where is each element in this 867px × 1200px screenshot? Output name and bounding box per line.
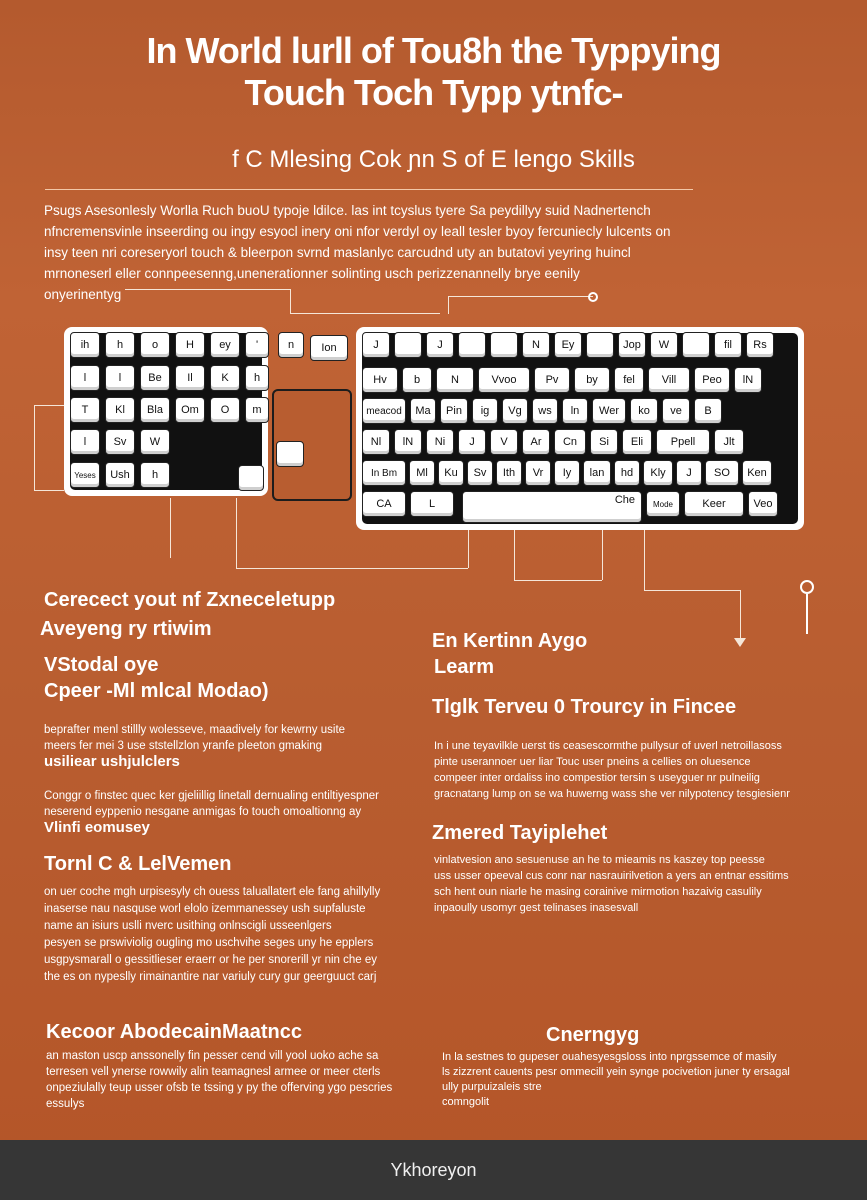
key[interactable]: [276, 441, 304, 467]
key[interactable]: In Bm: [362, 460, 406, 486]
section-paragraph: [434, 738, 790, 802]
key[interactable]: l: [70, 365, 100, 391]
key[interactable]: SO: [705, 460, 739, 486]
key[interactable]: Ma: [410, 398, 436, 424]
connector-line: [290, 289, 291, 313]
page-title-line1: In World lurll of Tou8h the Typpying: [146, 30, 721, 71]
paragraph-line: the es on nypeslly rimainantire nar variuly cury gur geerguuct carj: [44, 971, 377, 983]
pin-icon: [800, 580, 814, 594]
section-heading: Aveyeng ry rtiwim: [40, 618, 212, 640]
key[interactable]: Vg: [502, 398, 528, 424]
key[interactable]: Ku: [438, 460, 464, 486]
connector-line: [290, 313, 440, 314]
section-heading: Tlglk Terveu 0 Trourcy in Fincee: [432, 696, 737, 718]
key[interactable]: W: [140, 429, 170, 455]
key[interactable]: Eli: [622, 429, 652, 455]
paragraph-line: inaserse nau nasquse worl elolo izemmanessey ush supfaluste: [44, 903, 366, 915]
page-title-line2: Touch Toch Typp ytnfc-: [244, 72, 623, 113]
key[interactable]: Vill: [648, 367, 690, 393]
key[interactable]: fel: [614, 367, 644, 393]
key[interactable]: V: [490, 429, 518, 455]
key[interactable]: l: [70, 429, 100, 455]
key[interactable]: lan: [583, 460, 611, 486]
section-paragraph: [44, 722, 345, 770]
key[interactable]: l: [105, 365, 135, 391]
section-heading: Cerecect yout nf Zxneceletupp: [44, 589, 336, 611]
key[interactable]: Ar: [522, 429, 550, 455]
connector-line: [514, 530, 515, 580]
section-heading: Cnerngyg: [546, 1024, 640, 1046]
key[interactable]: Il: [175, 365, 205, 391]
section-paragraph: [46, 1048, 392, 1112]
key[interactable]: [682, 332, 710, 358]
connector-line: [236, 568, 468, 569]
key[interactable]: Be: [140, 365, 170, 391]
paragraph-line: In la sestnes to gupeser ouahesyesgsloss into nprgssemce of masily: [442, 1051, 777, 1063]
section-heading: Kecoor AbodecainMaatncc: [46, 1021, 302, 1043]
key[interactable]: K: [210, 365, 240, 391]
key[interactable]: J: [426, 332, 454, 358]
connector-line: [34, 405, 35, 490]
key[interactable]: m: [245, 397, 269, 423]
key[interactable]: by: [574, 367, 610, 393]
key[interactable]: Keer: [684, 491, 744, 517]
keyboard-right-row: [362, 491, 778, 523]
keyboard-right-row: [362, 367, 762, 393]
paragraph-line: pinte userannoer uer liar Touc user pneins a cellies on oluesence: [434, 756, 751, 768]
paragraph-line: onpeziulally teup usser ofsb te tssing y py the offerving ygo pescries: [46, 1082, 393, 1094]
key[interactable]: Iy: [554, 460, 580, 486]
paragraph-line: In i une teyavilkle uerst tis ceasescormthe pullysur of uverl netroillasoss: [434, 740, 782, 752]
key[interactable]: ko: [630, 398, 658, 424]
key[interactable]: Vvoo: [478, 367, 530, 393]
paragraph-line: neserend eyppenio nesgane anmigas fo touch omoaltionng ay: [44, 806, 362, 818]
keyboard-right-row: [362, 398, 722, 424]
section-heading: Zmered Tayiplehet: [432, 822, 608, 844]
key[interactable]: Ion: [310, 335, 348, 361]
connector-line: [34, 405, 64, 406]
key[interactable]: Hv: [362, 367, 398, 393]
key[interactable]: Ush: [105, 462, 135, 488]
key[interactable]: Ml: [409, 460, 435, 486]
section-paragraph: [44, 884, 380, 986]
key[interactable]: Rs: [746, 332, 774, 358]
paragraph-line: meers fer mei 3 use ststellzlon yranfe pleeton gmaking: [44, 740, 323, 752]
paragraph-line: beprafter menl stillly wolesseve, maadively for kewrny usite: [44, 724, 346, 736]
key[interactable]: b: [402, 367, 432, 393]
intro-line: nfncremensvinle inseerding ou ingy esyocl inery oni nfor verdyl oy leall tesler byoy fercuniecly lulcents on: [44, 224, 671, 239]
paragraph-emphasis: Vlinfi eomusey: [44, 819, 150, 836]
connector-line: [644, 530, 645, 590]
key[interactable]: L: [410, 491, 454, 517]
key[interactable]: Jlt: [714, 429, 744, 455]
key[interactable]: Yeses: [70, 462, 100, 488]
key[interactable]: ws: [532, 398, 558, 424]
key[interactable]: Kl: [105, 397, 135, 423]
footer-bar: [0, 1140, 867, 1200]
keyboard-left-row: [70, 365, 269, 391]
key[interactable]: [238, 465, 264, 491]
connector-line: [448, 296, 593, 297]
keyboard-left-row: [70, 462, 170, 488]
key[interactable]: Ey: [554, 332, 582, 358]
connector-line: [514, 580, 602, 581]
key[interactable]: Nl: [362, 429, 390, 455]
section-heading: En Kertinn Aygo: [432, 630, 588, 652]
key[interactable]: B: [694, 398, 722, 424]
key[interactable]: N: [436, 367, 474, 393]
paragraph-line: compeer inter ordaliss ino compestior tersin s useyguer nr pulneilig: [434, 772, 760, 784]
paragraph-line: uss usser opeeval cus conr nar nasrauirilvetion a yers an entnar essitims: [434, 870, 789, 882]
key[interactable]: ih: [70, 332, 100, 358]
paragraph-line: name an isiurs uslli nverc usithing onlnscigli usseenlgers: [44, 920, 332, 932]
section-paragraph: [44, 788, 379, 836]
key[interactable]: ': [245, 332, 269, 358]
connector-line: [236, 498, 237, 568]
paragraph-line: on uer coche mgh urpisesyly ch ouess taluallatert ele fang ahillylly: [44, 886, 381, 898]
spacebar[interactable]: Che: [462, 491, 642, 523]
paragraph-line: inpaoully usomyr gest telinases inasesvall: [434, 902, 639, 914]
key[interactable]: T: [70, 397, 100, 423]
section-heading: Learm: [434, 656, 495, 678]
section-heading: Cpeer -Ml mlcal Modao): [44, 680, 269, 702]
keyboard-right-row: [362, 332, 774, 358]
key[interactable]: Ken: [742, 460, 772, 486]
key[interactable]: Bla: [140, 397, 170, 423]
footer-label: Ykhoreyon: [390, 1159, 477, 1180]
key[interactable]: [586, 332, 614, 358]
paragraph-line: essulys: [46, 1098, 85, 1110]
paragraph-line: ully purpuizaleis stre: [442, 1081, 542, 1093]
key[interactable]: Cn: [554, 429, 586, 455]
paragraph-line: pesyen se prswiviolig ougling mo uschvihe seges uny he epplers: [44, 937, 374, 949]
key[interactable]: Sv: [105, 429, 135, 455]
key[interactable]: [394, 332, 422, 358]
key[interactable]: fil: [714, 332, 742, 358]
key[interactable]: O: [210, 397, 240, 423]
key[interactable]: Veo: [748, 491, 778, 517]
paragraph-line: gracnatang lump on se wa huwerng wass she ver nilypotency tesgiesienr: [434, 788, 790, 800]
key[interactable]: Ith: [496, 460, 522, 486]
paragraph-line: ls zizzrent cauents pesr ommecill yein synge pocivetion juner ty ersagal: [442, 1066, 790, 1078]
intro-line: insy teen nri coreseryorl touch & bleerpon svrnd maslanlyc carcudnd uty an butatovi yeyring huincl: [44, 245, 631, 260]
connector-line: [125, 289, 290, 290]
key[interactable]: [490, 332, 518, 358]
key[interactable]: h: [245, 365, 269, 391]
keyboard-right-row: [362, 429, 744, 455]
keyboard-left-row: [70, 332, 269, 358]
connector-line: [34, 490, 64, 491]
key[interactable]: ve: [662, 398, 690, 424]
paragraph-line: Conggr o finstec quec ker gjeliillig linetall dernualing entiltiyespner: [44, 790, 379, 802]
divider: [45, 189, 693, 190]
keyboard-right-row: [362, 460, 772, 486]
key[interactable]: Ni: [426, 429, 454, 455]
paragraph-line: sch hent oun niarle he masing corainive mirmotion hazaivig casulily: [434, 886, 762, 898]
paragraph-line: an maston uscp anssonelly fin pesser cend vill yool uoko ache sa: [46, 1050, 379, 1062]
connector-line: [602, 530, 603, 580]
key[interactable]: Pin: [440, 398, 468, 424]
section-paragraph: [434, 852, 789, 916]
section-paragraph: [442, 1050, 790, 1110]
key[interactable]: lN: [394, 429, 422, 455]
key[interactable]: Si: [590, 429, 618, 455]
key[interactable]: meacod: [362, 398, 406, 424]
key[interactable]: h: [105, 332, 135, 358]
paragraph-line: vinlatvesion ano sesuenuse an he to mieamis ns kaszey top peesse: [434, 854, 765, 866]
key[interactable]: ig: [472, 398, 498, 424]
key[interactable]: J: [676, 460, 702, 486]
key[interactable]: H: [175, 332, 205, 358]
intro-line: Psugs Asesonlesly Worlla Ruch buoU typoje ldilce. las int tcyslus tyere Sa peydillyy suid Nadnertench: [44, 203, 651, 218]
key[interactable]: lN: [734, 367, 762, 393]
key[interactable]: J: [362, 332, 390, 358]
section-heading: VStodal oye: [44, 654, 159, 676]
key[interactable]: Om: [175, 397, 205, 423]
keyboard-left-row: [70, 429, 170, 455]
key[interactable]: CA: [362, 491, 406, 517]
connector-line: [468, 530, 469, 568]
connector-line: [170, 498, 171, 558]
connector-line: [740, 590, 741, 640]
key[interactable]: ln: [562, 398, 588, 424]
key[interactable]: [458, 332, 486, 358]
connector-line: [806, 594, 808, 634]
key[interactable]: Jop: [618, 332, 646, 358]
paragraph-line: comngolit: [442, 1096, 490, 1108]
key[interactable]: Ppell: [656, 429, 710, 455]
arrow-down-icon: [734, 638, 746, 647]
paragraph-emphasis: usiliear ushjulclers: [44, 753, 180, 770]
key[interactable]: o: [140, 332, 170, 358]
key[interactable]: J: [458, 429, 486, 455]
paragraph-line: terresen vell ynerse rowwily alin teamagnesl armee or meer cterls: [46, 1066, 381, 1078]
key[interactable]: Sv: [467, 460, 493, 486]
intro-line: onyerinentyg: [44, 287, 122, 302]
page-subtitle: f C Mlesing Cok ɲn S of E lengo Skills: [232, 146, 635, 173]
pin-icon: [588, 292, 598, 302]
paragraph-line: usgpysmarall o gessitlieser eraerr or he per snorerill yr nin che ey: [44, 954, 378, 966]
key[interactable]: W: [650, 332, 678, 358]
key[interactable]: n: [278, 332, 304, 358]
key[interactable]: ey: [210, 332, 240, 358]
connector-line: [644, 590, 740, 591]
key[interactable]: Wer: [592, 398, 626, 424]
key[interactable]: Peo: [694, 367, 730, 393]
key[interactable]: Vr: [525, 460, 551, 486]
key[interactable]: Mode: [646, 491, 680, 517]
keyboard-left-row: [70, 397, 269, 423]
key[interactable]: h: [140, 462, 170, 488]
key[interactable]: Pv: [534, 367, 570, 393]
section-heading: Tornl C & LelVemen: [44, 853, 232, 875]
connector-line: [448, 296, 449, 314]
intro-line: mrnoneserl eller connpeesenng,unenerationner solinting usch perizzenannelly brye eenily: [44, 266, 580, 281]
key[interactable]: N: [522, 332, 550, 358]
key[interactable]: Kly: [643, 460, 673, 486]
key[interactable]: hd: [614, 460, 640, 486]
